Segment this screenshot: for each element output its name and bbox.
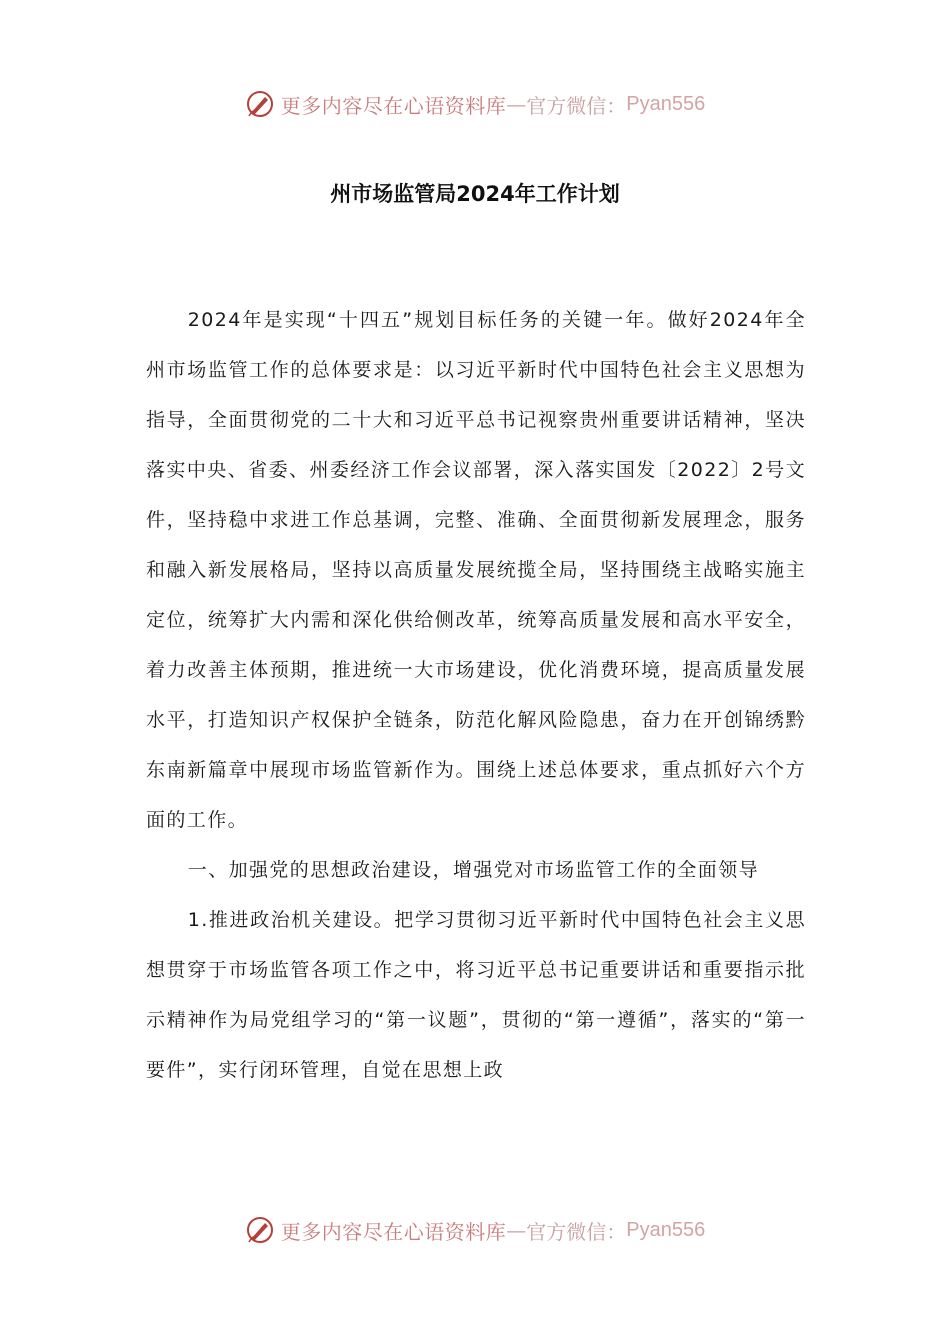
document-body [146,295,806,1095]
document-title: 州市场监管局2024年工作计划 [330,182,620,206]
watermark-contact-id: Pyan556 [626,1218,706,1241]
body-paragraph: 2024年是实现“十四五”规划目标任务的关键一年。做好2024年全州市场监管工作的总体要求是：以习近平新时代中国特色社会主义思想为指导，全面贯彻党的二十大和习近平总书记视察贵州重要讲话精神，坚决落实中央、省委、州委经济工作会议部署，深入落实国发〔2022〕2号文件，坚持稳中求进工作总基调，完整、准确、全面贯彻新发展理念，服务和融入新发展格局，坚持以高质量发展统揽全局，坚持围绕主战略实施主定位，统筹扩大内需和深化供给侧改革，统筹高质量发展和高水平安全，着力改善主体预期，推进统一大市场建设，优化消费环境，提高质量发展水平，打造知识产权保护全链条，防范化解风险隐患，奋力在开创锦绣黔东南新篇章中展现市场监管新作为。围绕上述总体要求，重点抓好六个方面的工作。 [146,309,806,831]
watermark-contact-label: 官方微信： [526,1219,627,1244]
pen-logo-icon [245,1215,275,1245]
body-paragraph: 1.推进政治机关建设。把学习贯彻习近平新时代中国特色社会主义思想贯穿于市场监管各项工作之中，将习近平总书记重要讲话和重要指示批示精神作为局党组学习的“第一议题”，贯彻的“第一遵循”，落实的“第一要件”，实行闭环管理，自觉在思想上政 [146,909,806,1081]
watermark-text: 更多内容尽在心语资料库 [280,93,507,118]
footer-watermark-banner [0,1210,950,1250]
watermark-text: 更多内容尽在心语资料库 [280,1219,507,1244]
section-heading: 一、加强党的思想政治建设，增强党对市场监管工作的全面领导 [187,859,759,881]
watermark-separator: — [506,1218,527,1242]
watermark-separator: — [506,92,527,116]
header-watermark-banner [0,84,950,124]
pen-logo-icon [245,89,275,119]
watermark-contact-label: 官方微信： [526,93,627,118]
watermark-contact-id: Pyan556 [626,92,706,115]
